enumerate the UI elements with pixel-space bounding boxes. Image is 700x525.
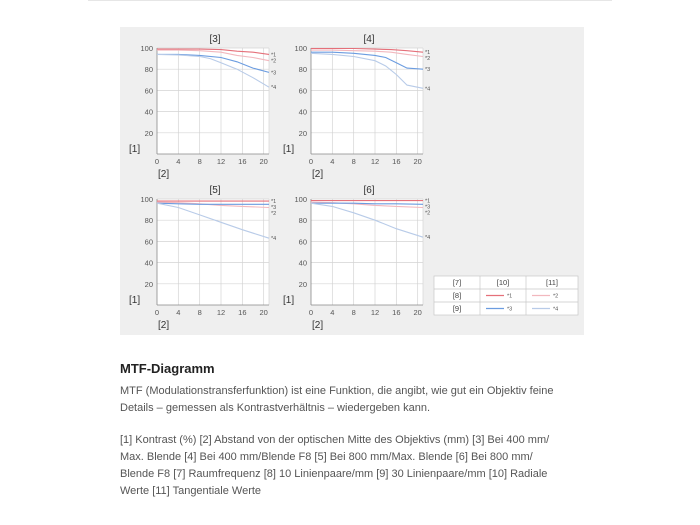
y-tick-label: 40 (298, 107, 307, 117)
x-tick-label: 8 (351, 308, 356, 317)
legend-row-label: [9] (452, 304, 462, 313)
section-heading: MTF-Diagramm (120, 361, 215, 376)
x-tick-label: 16 (238, 308, 247, 317)
x-tick-label: 8 (197, 157, 202, 166)
y-tick-label: 40 (298, 258, 307, 268)
legend-series-label: *4 (553, 306, 559, 313)
y-tick-label: 100 (294, 44, 307, 53)
legend-header: [11] (546, 278, 558, 287)
x-tick-label: 4 (176, 157, 181, 166)
y-tick-label: 80 (298, 65, 307, 75)
legend-row-label: [8] (452, 291, 462, 300)
series-end-label: *2 (425, 210, 431, 217)
top-divider (88, 0, 612, 1)
plot-area (157, 199, 269, 305)
y-tick-label: 40 (144, 258, 153, 268)
series-end-label: *2 (271, 211, 277, 218)
x-tick-label: 8 (351, 157, 356, 166)
legend-header: [10] (496, 278, 510, 287)
plot-area (311, 48, 423, 154)
x-axis-label: [2] (312, 320, 324, 331)
series-end-label: *2 (425, 56, 431, 63)
y-tick-label: 20 (298, 279, 307, 289)
y-axis-label: [1] (283, 144, 295, 155)
x-tick-label: 4 (176, 308, 181, 317)
y-tick-label: 40 (144, 107, 153, 117)
series-end-label: *3 (271, 70, 277, 77)
y-axis-label: [1] (283, 295, 295, 306)
x-tick-label: 12 (216, 308, 226, 317)
y-axis-label: [1] (129, 295, 141, 306)
plot-area (311, 199, 423, 305)
series-end-label: *4 (425, 86, 431, 93)
plot-area (157, 48, 269, 154)
x-tick-label: 8 (197, 308, 202, 317)
y-tick-label: 60 (144, 86, 153, 96)
x-tick-label: 4 (330, 157, 335, 166)
x-axis-label: [2] (158, 169, 170, 180)
y-tick-label: 80 (144, 65, 153, 75)
legend-series-label: *2 (553, 293, 559, 300)
series-end-label: *4 (271, 85, 277, 92)
series-end-label: *1 (425, 50, 431, 57)
x-tick-label: 16 (392, 157, 401, 166)
series-end-label: *2 (271, 58, 277, 65)
x-axis-label: [2] (312, 169, 324, 180)
series-end-label: *3 (425, 204, 431, 211)
y-tick-label: 20 (144, 128, 153, 138)
legend-series-label: *1 (507, 293, 513, 300)
x-tick-label: 12 (370, 308, 380, 317)
series-end-label: *1 (271, 52, 277, 59)
x-tick-label: 0 (154, 157, 160, 166)
mtf-charts (120, 27, 584, 335)
mtf-chart-panel (120, 27, 584, 335)
x-tick-label: 20 (259, 308, 268, 317)
x-tick-label: 16 (392, 308, 401, 317)
x-tick-label: 4 (330, 308, 335, 317)
x-tick-label: 0 (308, 308, 314, 317)
series-end-label: *1 (271, 199, 277, 206)
series-end-label: *1 (425, 198, 431, 205)
y-tick-label: 80 (298, 216, 307, 226)
y-axis-label: [1] (129, 144, 141, 155)
legend-header: [7] (452, 278, 462, 287)
x-tick-label: 0 (308, 157, 314, 166)
y-tick-label: 100 (294, 195, 307, 204)
legend-explanation: [1] Kontrast (%) [2] Abstand von der optischen Mitte des Objektivs (mm) [3] Bei 400 mm/ Max. Blende [4] Bei 400 mm/Blende F8 [5] Bei 800 mm/Max. Blende [6] Bei 800 mm/ Blende F8 [7] Raumfrequenz [8] 10 Linienpaare/mm [9] 30 Linienpaare/mm [10] Radiale Werte [11] Tangentiale Werte (120, 434, 550, 497)
series-end-label: *4 (425, 235, 431, 242)
chart-title: [6] (363, 185, 375, 196)
y-tick-label: 60 (298, 86, 307, 96)
series-end-label: *3 (271, 205, 277, 212)
series-end-label: *3 (425, 67, 431, 74)
x-tick-label: 12 (216, 157, 226, 166)
x-tick-label: 20 (413, 157, 422, 166)
x-tick-label: 20 (259, 157, 268, 166)
x-tick-label: 16 (238, 157, 247, 166)
chart-title: [3] (209, 34, 221, 45)
y-tick-label: 60 (144, 237, 153, 247)
series-end-label: *4 (271, 236, 277, 243)
x-tick-label: 20 (413, 308, 422, 317)
x-tick-label: 0 (154, 308, 160, 317)
y-tick-label: 80 (144, 216, 153, 226)
y-tick-label: 20 (298, 128, 307, 138)
y-tick-label: 100 (140, 195, 153, 204)
chart-title: [5] (209, 185, 221, 196)
x-axis-label: [2] (158, 320, 170, 331)
chart-title: [4] (363, 34, 375, 45)
y-tick-label: 60 (298, 237, 307, 247)
legend-series-label: *3 (507, 306, 513, 313)
description-text: MTF (Modulationstransferfunktion) ist eine Funktion, die angibt, wie gut ein Objektiv feine Details – gemessen als Kontrastverhältnis – wiedergeben kann. (120, 385, 554, 414)
x-tick-label: 12 (370, 157, 380, 166)
y-tick-label: 100 (140, 44, 153, 53)
y-tick-label: 20 (144, 279, 153, 289)
